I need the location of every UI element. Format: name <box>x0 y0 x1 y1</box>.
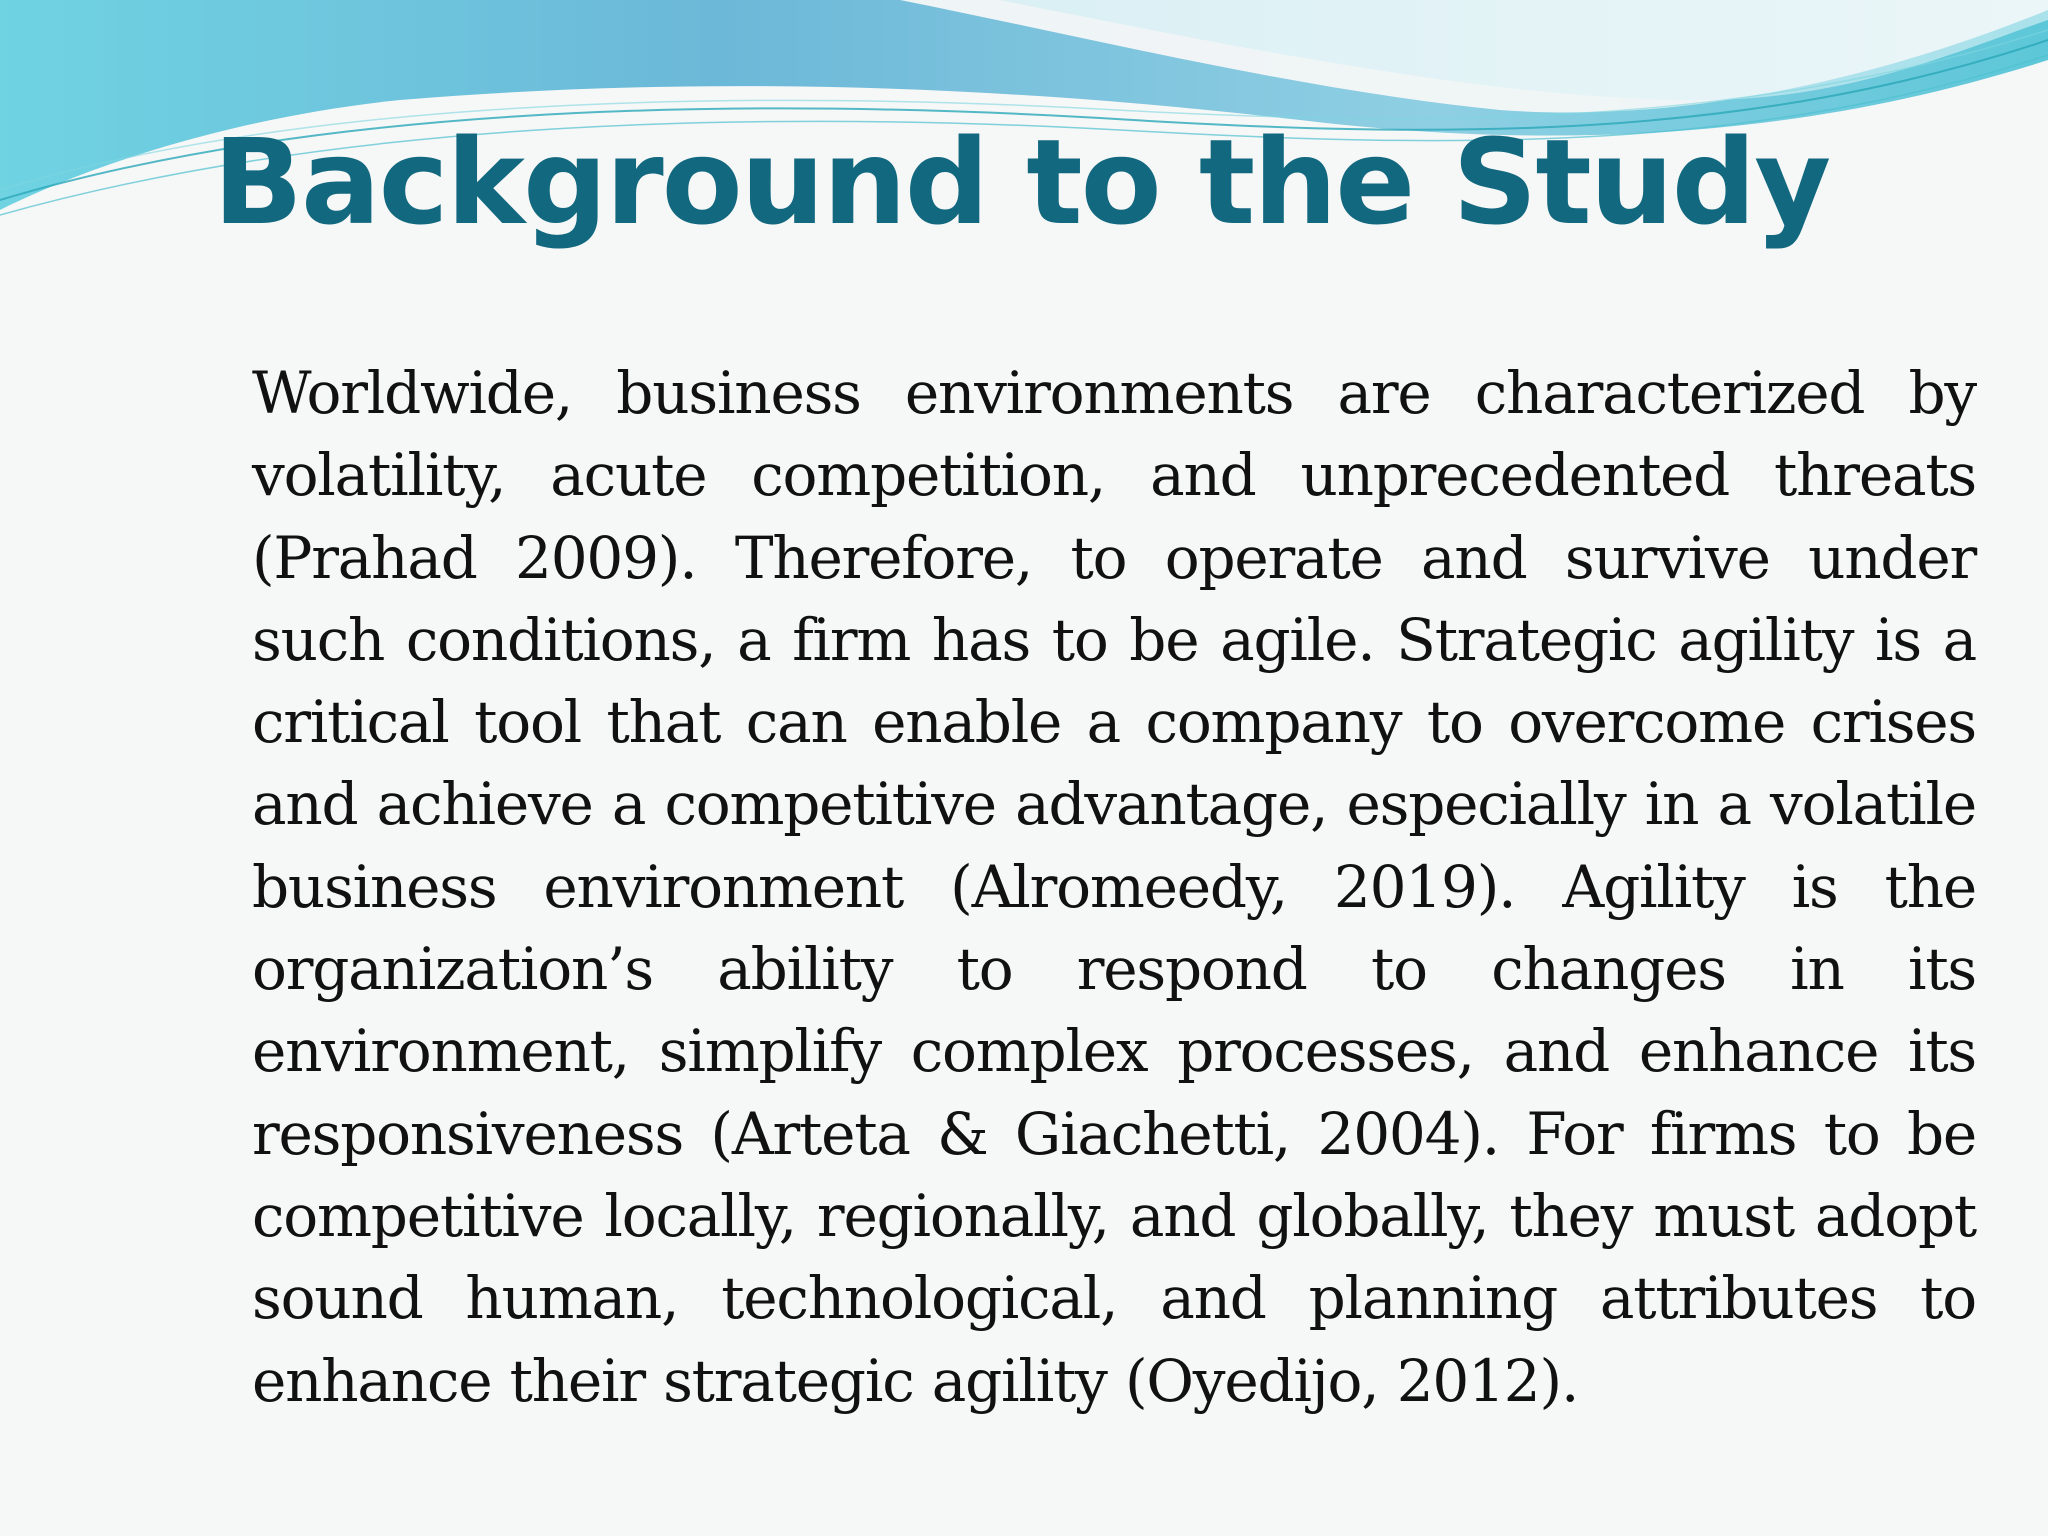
slide-title: Background to the Study <box>213 113 1830 251</box>
body-paragraph: Worldwide, business environments are characterized by volatility, acute competition, and unprecedented threats (Prahad 2009). Therefore, to operate and survive under such conditions, a firm has to be agile. Strategic agility is a critical tool that can enable a company to overcome crises and achieve a competitive advantage, especially in a volatile business environment (Alromeedy, 2019). Agility is the organization’s ability to respond to changes in its environment, simplify complex processes, and enhance its responsiveness (Arteta & Giachetti, 2004). For firms to be competitive locally, regionally, and globally, they must adopt sound human, technological, and planning attributes to enhance their strategic agility (Oyedijo, 2012). <box>252 359 1976 1415</box>
